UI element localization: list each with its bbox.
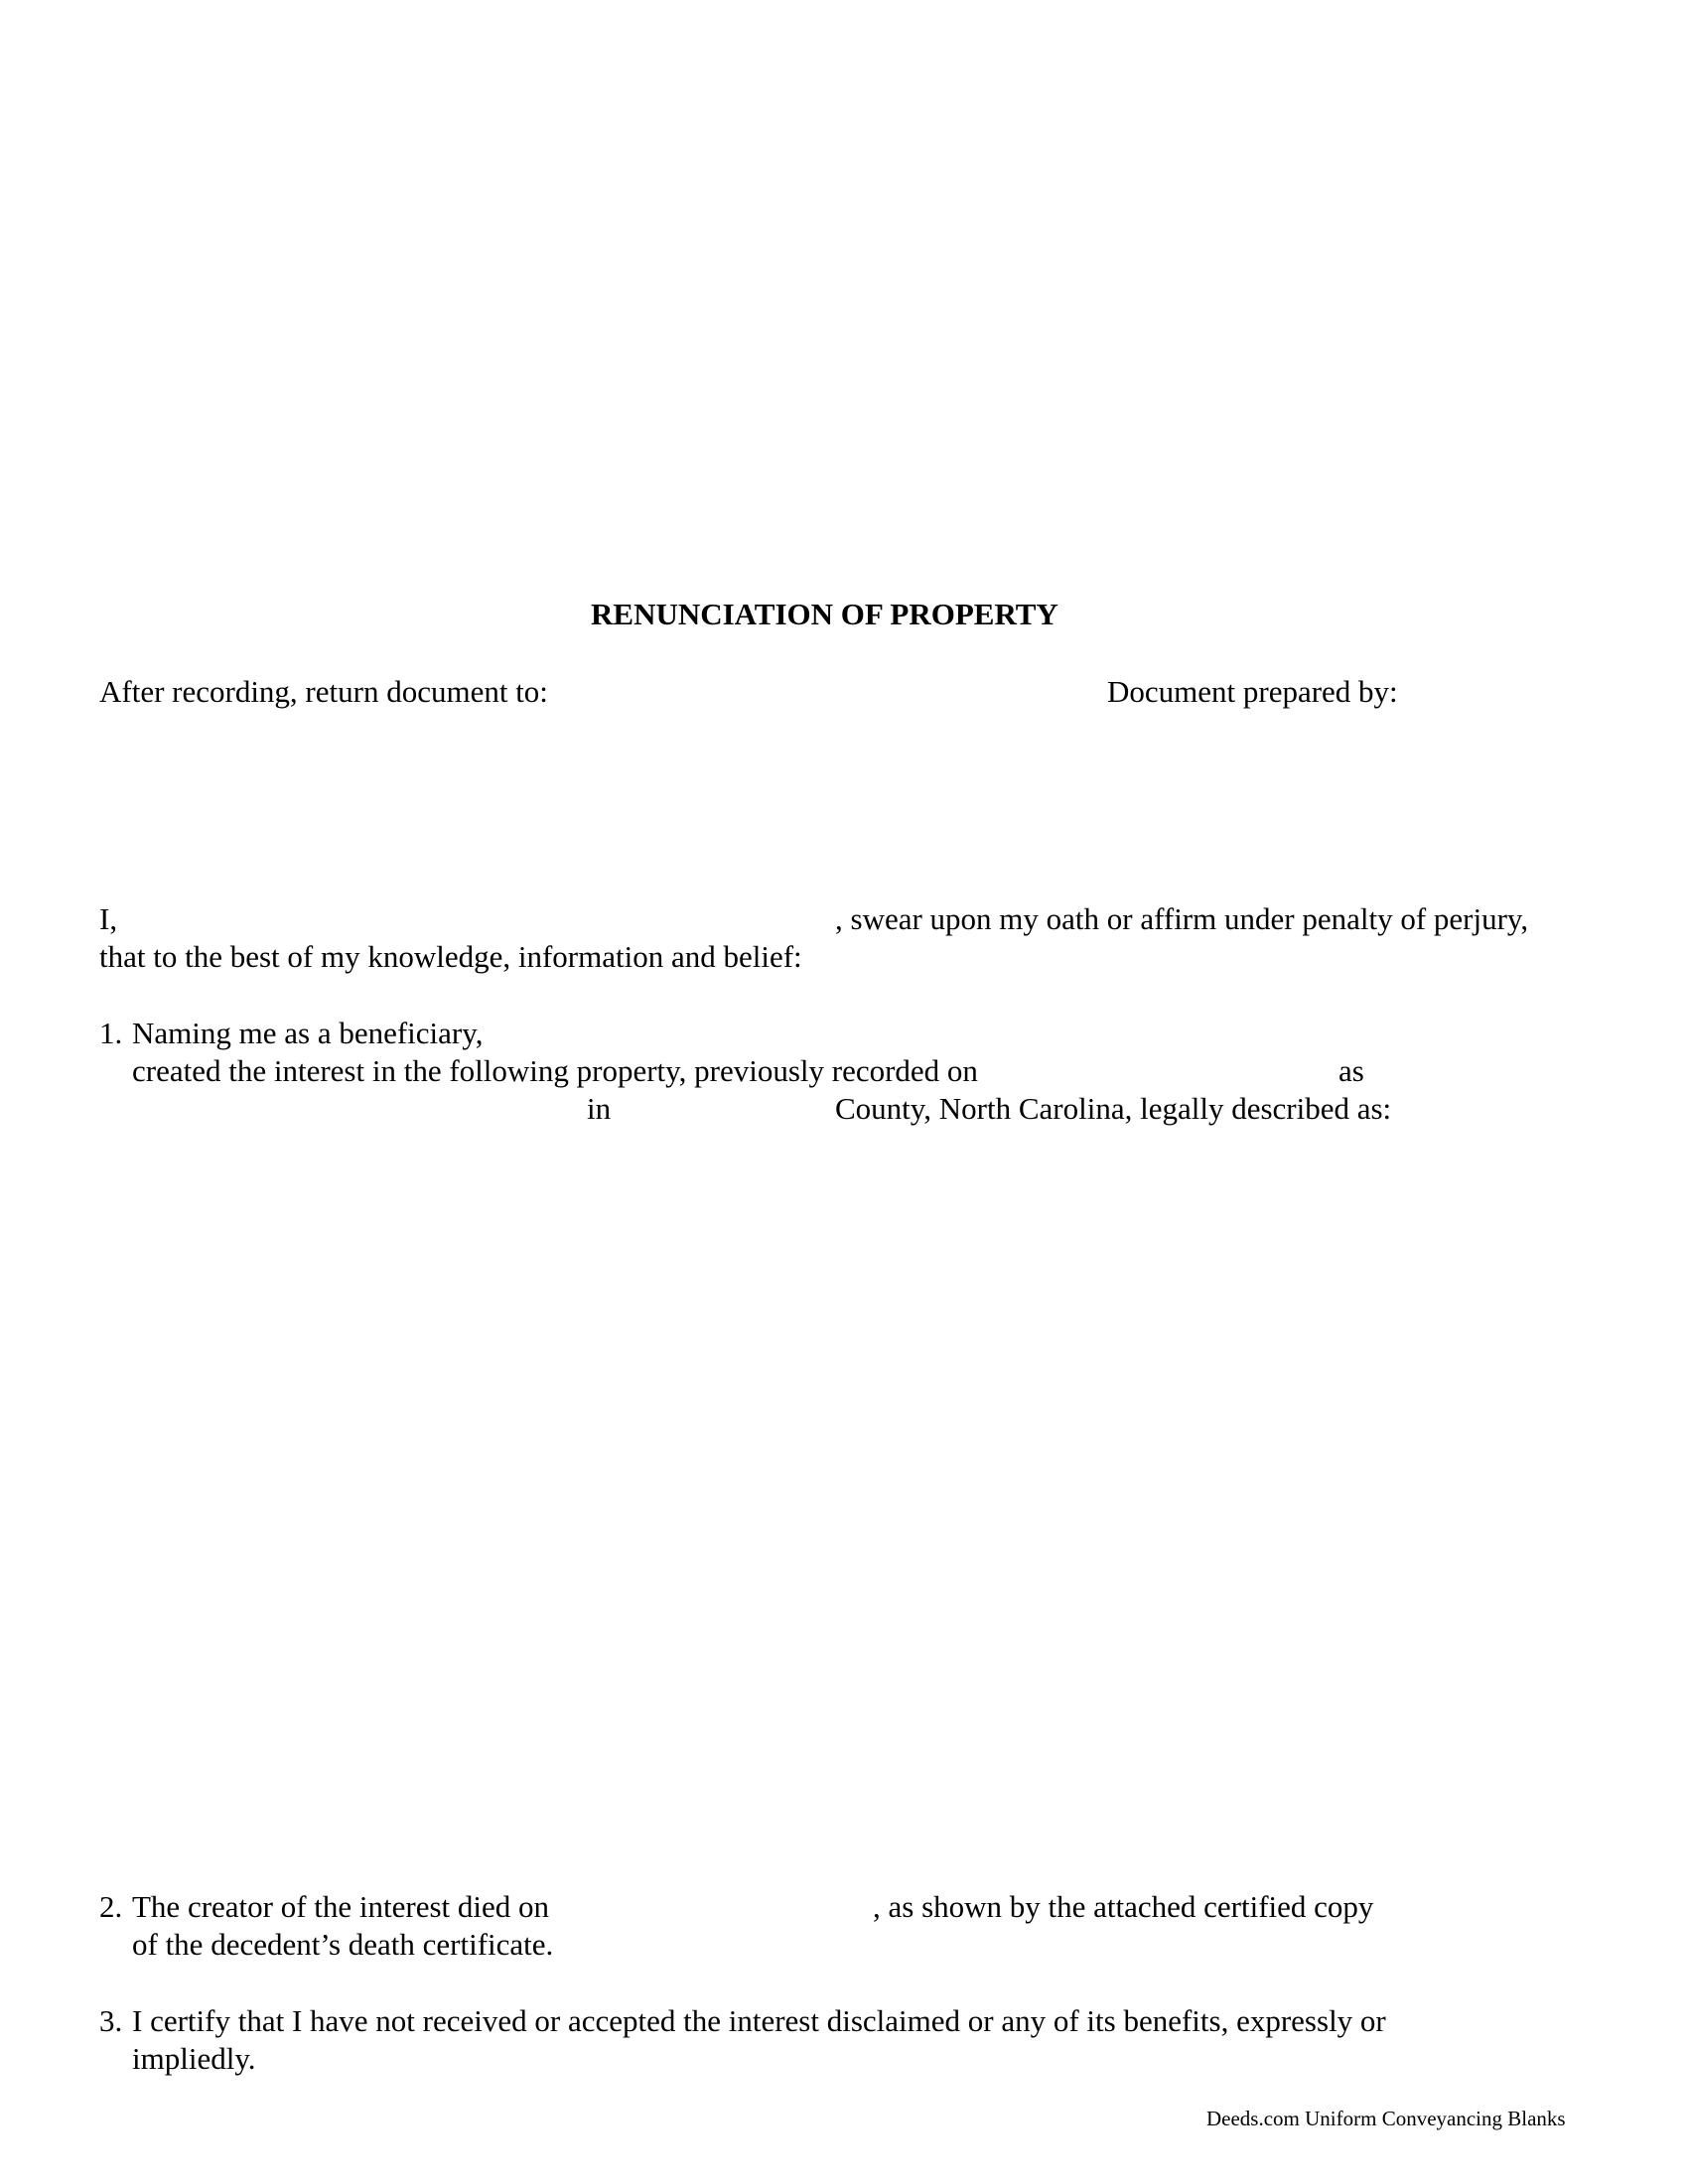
item-1-in-word: in (587, 1091, 612, 1126)
item-1-county-text: County, North Carolina, legally described as: (835, 1091, 1392, 1126)
return-document-to-label: After recording, return document to: (99, 674, 548, 709)
item-1-line-2: created the interest in the following property, previously recorded on (132, 1053, 978, 1088)
item-1-line-1: Naming me as a beneficiary, (132, 1016, 484, 1050)
item-2-line-2: of the decedent’s death certificate. (132, 1927, 554, 1962)
item-3-number: 3. (99, 2003, 123, 2038)
oath-line-2: that to the best of my knowledge, information and belief: (99, 939, 802, 974)
item-2-line-1a: The creator of the interest died on (132, 1889, 550, 1924)
oath-suffix: , swear upon my oath or affirm under penalty of perjury, (835, 901, 1529, 936)
item-3-line-2: impliedly. (132, 2041, 256, 2076)
item-1-as-word: as (1338, 1053, 1364, 1088)
document-prepared-by-label: Document prepared by: (1107, 674, 1398, 709)
document-title: RENUNCIATION OF PROPERTY (591, 597, 1058, 631)
item-3-line-1: I certify that I have not received or accepted the interest disclaimed or any of its benefits, expressly or (132, 2003, 1386, 2038)
item-2-number: 2. (99, 1889, 123, 1924)
item-2-line-1b: , as shown by the attached certified copy (873, 1889, 1374, 1924)
oath-prefix: I, (99, 901, 118, 936)
item-1-number: 1. (99, 1016, 123, 1050)
footer-credit: Deeds.com Uniform Conveyancing Blanks (1206, 2107, 1566, 2130)
